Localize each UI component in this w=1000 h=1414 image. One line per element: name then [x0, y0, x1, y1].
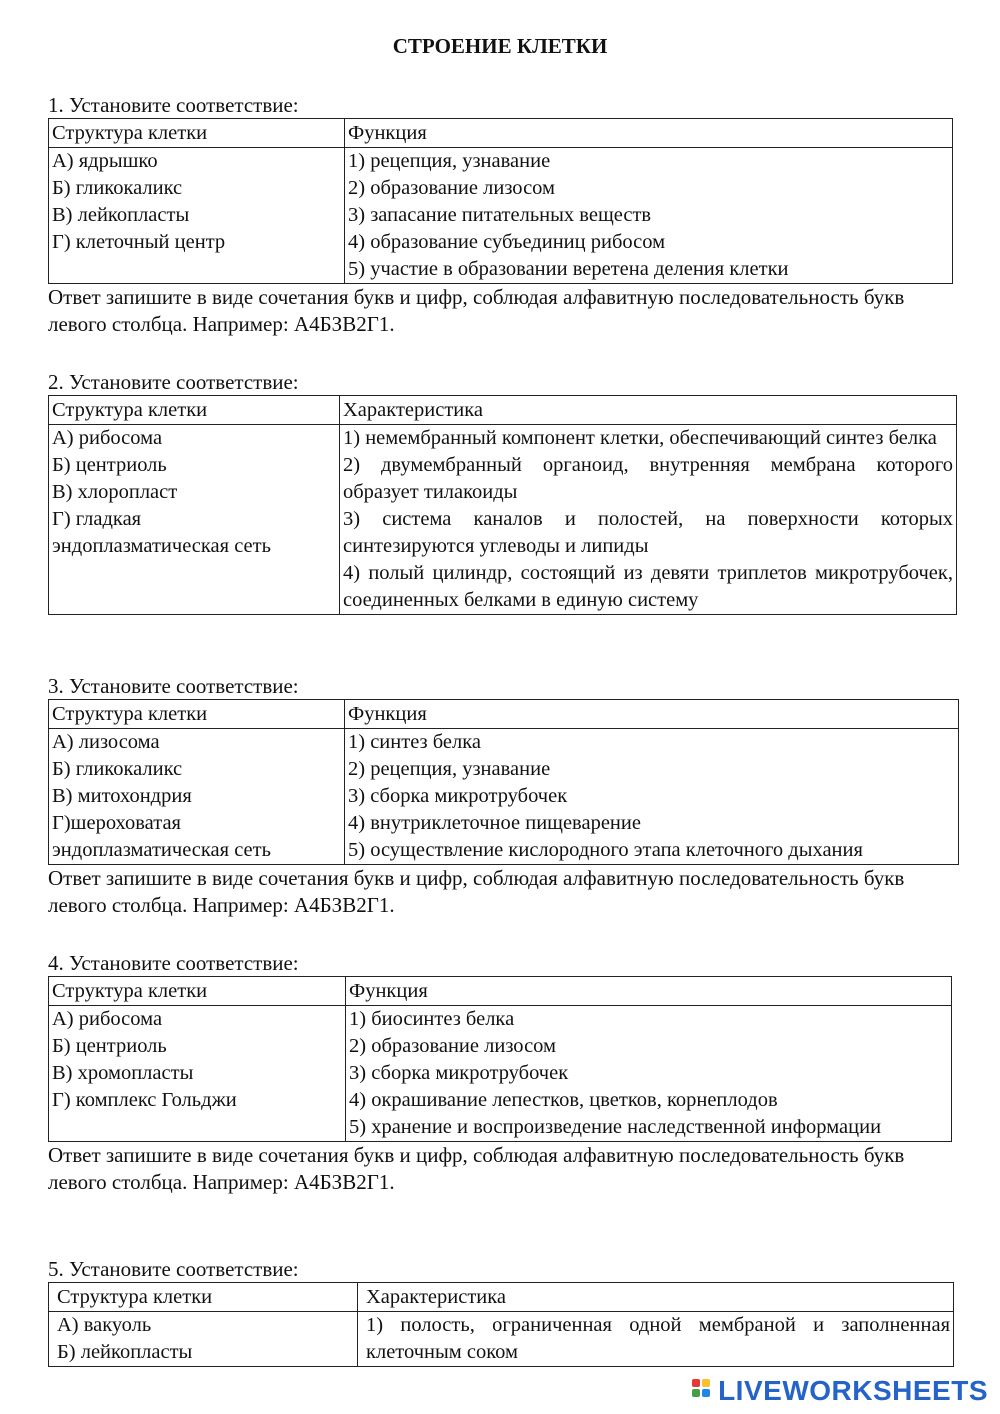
list-item: 3) сборка микротрубочек [349, 1062, 569, 1084]
list-item: 1) синтез белка [348, 731, 482, 753]
list-item: Г) гладкая [52, 508, 142, 530]
list-item: Б) центриоль [52, 454, 167, 476]
list-item: 1) биосинтез белка [349, 1008, 515, 1030]
page-title: СТРОЕНИЕ КЛЕТКИ [392, 34, 608, 58]
task-heading: 5. Установите соответствие: [48, 1257, 299, 1281]
list-item: А) ядрышко [52, 150, 158, 172]
list-item: 3) система каналов и полостей, на поверхности которых синтезируются углеводы и липиды [343, 508, 953, 557]
list-item: Б) центриоль [52, 1035, 167, 1057]
column-header-function: Функция [345, 700, 959, 729]
task-heading: 2. Установите соответствие: [48, 370, 299, 394]
task-heading: 4. Установите соответствие: [48, 951, 299, 975]
list-item: 4) внутриклеточное пищеварение [348, 812, 641, 834]
list-item: Б) гликокаликс [52, 177, 183, 199]
list-item: Г)шероховатая [52, 812, 181, 834]
list-item: В) хромопласты [52, 1062, 194, 1084]
list-item: В) хлоропласт [52, 481, 178, 503]
list-item: 5) участие в образовании веретена деления клетки [348, 258, 789, 280]
left-column [49, 1006, 346, 1142]
list-item: 2) образование лизосом [348, 177, 556, 199]
task-3 [48, 673, 968, 919]
match-table [48, 976, 952, 1142]
column-header-function: Функция [346, 977, 952, 1006]
list-item: 5) хранение и воспроизведение наследственной информации [349, 1116, 882, 1138]
list-item: А) вакуоль [57, 1314, 152, 1336]
task-5 [48, 1256, 954, 1367]
column-header-characteristic: Характеристика [340, 396, 957, 425]
list-item: Б) лейкопласты [57, 1341, 193, 1363]
column-header-structure: Структура клетки [49, 119, 345, 148]
left-column [49, 425, 340, 615]
list-item: 4) образование субъединиц рибосом [348, 231, 666, 253]
task-heading: 1. Установите соответствие: [48, 93, 299, 117]
list-item: 4) полый цилиндр, состоящий из девяти триплетов микротрубочек, соединенных белками в единую систему [343, 562, 953, 611]
list-item: эндоплазматическая сеть [52, 839, 271, 861]
list-item: 5) осуществление кислородного этапа клеточного дыхания [348, 839, 863, 861]
list-item: Г) комплекс Гольджи [52, 1089, 237, 1111]
list-item: А) рибосома [52, 427, 163, 449]
answer-instruction: Ответ запишите в виде сочетания букв и цифр, соблюдая алфавитную последовательность букв левого столбца. Например: А4БЗВ2Г1. [48, 866, 905, 917]
list-item: 3) сборка микротрубочек [348, 785, 568, 807]
left-column [49, 729, 345, 865]
list-item: Б) гликокаликс [52, 758, 183, 780]
list-item: 2) рецепция, узнавание [348, 758, 551, 780]
list-item: 3) запасание питательных веществ [348, 204, 652, 226]
liveworksheets-logo [692, 1374, 988, 1408]
list-item: эндоплазматическая сеть [52, 535, 271, 557]
logo-text: LIVEWORKSHEETS [718, 1375, 988, 1406]
match-table [48, 118, 953, 284]
column-header-structure: Структура клетки [49, 1283, 358, 1312]
match-table [48, 1282, 954, 1367]
right-column [358, 1312, 954, 1367]
right-column [345, 729, 959, 865]
task-2 [48, 369, 957, 615]
list-item: Г) клеточный центр [52, 231, 226, 253]
list-item: 2) образование лизосом [349, 1035, 557, 1057]
left-column [49, 148, 345, 284]
list-item: В) лейкопласты [52, 204, 190, 226]
match-table [48, 395, 957, 615]
answer-instruction: Ответ запишите в виде сочетания букв и цифр, соблюдая алфавитную последовательность букв левого столбца. Например: А4БЗВ2Г1. [48, 285, 905, 336]
answer-instruction: Ответ запишите в виде сочетания букв и цифр, соблюдая алфавитную последовательность букв левого столбца. Например: А4БЗВ2Г1. [48, 1143, 905, 1194]
task-4 [48, 950, 968, 1196]
right-column [346, 1006, 952, 1142]
column-header-function: Функция [345, 119, 953, 148]
column-header-structure: Структура клетки [49, 977, 346, 1006]
right-column [340, 425, 957, 615]
left-column [49, 1312, 358, 1367]
right-column [345, 148, 953, 284]
list-item: 4) окрашивание лепестков, цветков, корнеплодов [349, 1089, 778, 1111]
logo-mark-icon [692, 1377, 714, 1405]
list-item: 1) немембранный компонент клетки, обеспечивающий синтез белка [343, 427, 937, 449]
task-heading: 3. Установите соответствие: [48, 674, 299, 698]
task-1 [48, 92, 968, 338]
list-item: 2) двумембранный органоид, внутренняя мембрана которого образует тилакоиды [343, 454, 953, 503]
list-item: А) лизосома [52, 731, 160, 753]
list-item: 1) рецепция, узнавание [348, 150, 551, 172]
list-item: А) рибосома [52, 1008, 163, 1030]
column-header-characteristic: Характеристика [358, 1283, 954, 1312]
column-header-structure: Структура клетки [49, 396, 340, 425]
list-item: 1) полость, ограниченная одной мембраной и заполненная клеточным соком [366, 1314, 950, 1363]
list-item: В) митохондрия [52, 785, 192, 807]
column-header-structure: Структура клетки [49, 700, 345, 729]
match-table [48, 699, 959, 865]
